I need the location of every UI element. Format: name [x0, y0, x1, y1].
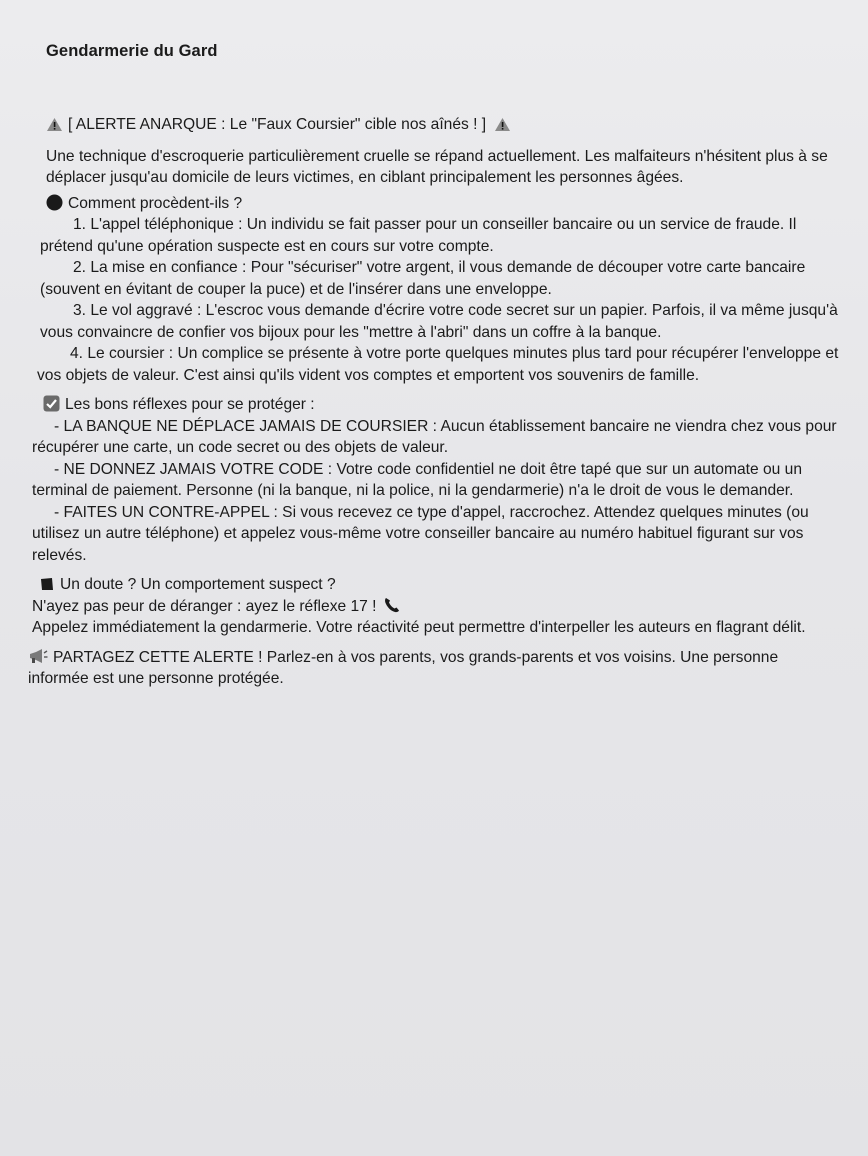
step-item: 2. La mise en confiance : Pour "sécuriser" votre argent, il vous demande de découper votre carte bancaire (souvent en évitant de couper la puce) et de l'insérer dans une enveloppe. [40, 259, 806, 298]
share-text: PARTAGEZ CETTE ALERTE ! Parlez-en à vos parents, vos grands-parents et vos voisins. Une personne informée est une personne protégée. [28, 648, 779, 687]
step-item: 4. Le coursier : Un complice se présente à votre porte quelques minutes plus tard pour récupérer l'enveloppe et vos objets de valeur. C'est ainsi qu'ils vident vos comptes et emportent vos souvenirs de famille. [37, 345, 839, 384]
doubt-line-1: N'ayez pas peur de déranger : ayez le réflexe 17 ! [26, 596, 841, 618]
doubt-heading: Un doute ? Un comportement suspect ? [60, 576, 336, 593]
how-heading: Comment procèdent-ils ? [68, 194, 243, 212]
intro-paragraph: Une technique d'escroquerie particulièrement cruelle se répand actuellement. Les malfaiteurs n'hésitent plus à se déplacer jusqu'au domicile de leurs victimes, en ciblant principalement les personnes âgées. [46, 147, 828, 186]
page-header: Gendarmerie du Gard [46, 42, 218, 60]
megaphone-icon [28, 648, 48, 665]
reflexes-heading: Les bons réflexes pour se protéger : [65, 396, 315, 413]
how-heading-line [26, 193, 841, 215]
doubt-line-2: Appelez immédiatement la gendarmerie. Votre réactivité peut permettre d'interpeller les auteurs en flagrant délit. [32, 619, 806, 636]
alert-title-line [26, 114, 841, 136]
reflexes-heading-line [26, 394, 841, 416]
doubt-heading-line [26, 574, 841, 596]
check-box-icon [43, 395, 60, 412]
share-paragraph [26, 647, 841, 690]
alert-title: [ ALERTE ANARQUE : Le "Faux Coursier" cible nos aînés ! ] [68, 116, 487, 133]
reflex-item: - LA BANQUE NE DÉPLACE JAMAIS DE COURSIER : Aucun établissement bancaire ne viendra chez vous pour récupérer une carte, un code secret ou des objets de valeur. [32, 417, 837, 456]
square-icon [39, 576, 55, 592]
step-item: 3. Le vol aggravé : L'escroc vous demande d'écrire votre code secret sur un papier. Parfois, il va même jusqu'à vous convaincre de confier vos bijoux pour les "mettre à l'abri" dans un coffre à la banque. [40, 302, 838, 341]
black-circle-icon [46, 194, 63, 211]
reflex-item: - NE DONNEZ JAMAIS VOTRE CODE : Votre code confidentiel ne doit être tapé que sur un automate ou un terminal de paiement. Personne (ni la banque, ni la police, ni la gendarmerie) n'a le droit de vous le demander. [32, 460, 802, 499]
step-item: 1. L'appel téléphonique : Un individu se fait passer pour un conseiller bancaire ou un service de fraude. Il prétend qu'une opération suspecte est en cours sur votre compte. [40, 216, 797, 255]
warning-icon [46, 117, 63, 132]
reflex-item: - FAITES UN CONTRE-APPEL : Si vous recevez ce type d'appel, raccrochez. Attendez quelques minutes (ou utilisez un autre téléphone) et appelez vous-même votre conseiller bancaire au numéro habituel figurant sur vos relevés. [32, 503, 809, 564]
document-body [26, 114, 841, 690]
warning-icon [494, 117, 511, 132]
phone-icon [383, 596, 401, 614]
